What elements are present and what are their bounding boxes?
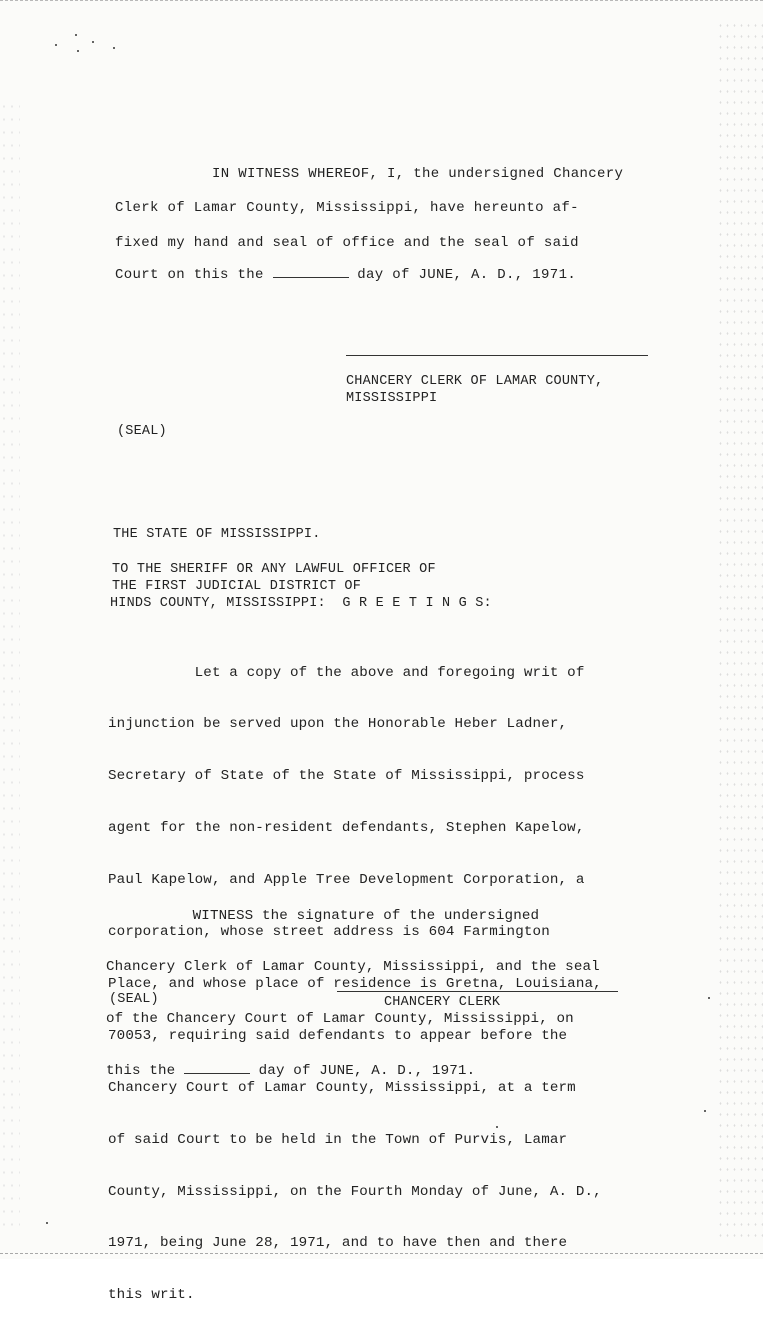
chancery-clerk-signature-line [337, 991, 618, 992]
writ-line: 1971, being June 28, 1971, and to have then and there [108, 1235, 568, 1252]
writ-line: 70053, requiring said defendants to appear before the [108, 1027, 568, 1044]
writ-line: Let a copy of the above and foregoing writ of [108, 664, 585, 681]
scan-speck [708, 997, 710, 999]
witness-line-2: Clerk of Lamar County, Mississippi, have hereunto af- [115, 200, 579, 216]
clerk-title-line-2: MISSISSIPPI [346, 391, 438, 406]
witness-paragraph-line-4-before: this the [106, 1063, 184, 1080]
address-line-2: THE FIRST JUDICIAL DISTRICT OF [112, 579, 362, 594]
scan-speck [113, 47, 115, 49]
day-blank [273, 277, 349, 278]
writ-line: Paul Kapelow, and Apple Tree Development Corporation, a [108, 872, 585, 889]
clerk-title-line-1: CHANCERY CLERK OF LAMAR COUNTY, [346, 374, 604, 389]
witness-paragraph [106, 873, 600, 1115]
witness-line-3: fixed my hand and seal of office and the seal of said [115, 235, 579, 251]
scan-speck [46, 1222, 48, 1224]
witness-line-4 [115, 267, 576, 283]
top-dashed-edge [0, 0, 763, 1]
seal-label-top: (SEAL) [117, 424, 167, 439]
writ-line: injunction be served upon the Honorable Heber Ladner, [108, 716, 568, 733]
address-line-1: TO THE SHERIFF OR ANY LAWFUL OFFICER OF [112, 562, 436, 577]
scan-speck [55, 44, 57, 46]
scan-speck [77, 50, 79, 52]
writ-line: Chancery Court of Lamar County, Mississippi, at a term [108, 1079, 576, 1096]
writ-line: County, Mississippi, on the Fourth Monday of June, A. D., [108, 1183, 602, 1200]
writ-line: of said Court to be held in the Town of Purvis, Lamar [108, 1131, 568, 1148]
witness-paragraph-line-2: Chancery Clerk of Lamar County, Mississippi, and the seal [106, 959, 600, 976]
state-heading: THE STATE OF MISSISSIPPI. [113, 527, 321, 542]
witness-line-4-after: day of JUNE, A. D., 1971. [348, 267, 577, 283]
chancery-clerk-label: CHANCERY CLERK [384, 995, 501, 1010]
writ-line: corporation, whose street address is 604 Farmington [108, 924, 550, 941]
witness-line-1: IN WITNESS WHEREOF, I, the undersigned Chancery [212, 166, 624, 182]
witness-paragraph-line-1: WITNESS the signature of the undersigned [106, 907, 540, 924]
writ-line: agent for the non-resident defendants, Stephen Kapelow, [108, 820, 585, 837]
address-line-3: HINDS COUNTY, MISSISSIPPI: G R E E T I N G S: [110, 596, 492, 611]
bottom-dashed-edge [0, 1253, 763, 1254]
writ-line: this writ. [108, 1287, 195, 1304]
witness-paragraph-line-4 [106, 1063, 600, 1080]
scan-speck [92, 41, 94, 43]
seal-label-bottom: (SEAL) [109, 992, 159, 1007]
witness-line-4-before: Court on this the [115, 267, 273, 283]
writ-line: Secretary of State of the State of Mississippi, process [108, 768, 585, 785]
scan-speck [704, 1110, 706, 1112]
witness-paragraph-line-4-after: day of JUNE, A. D., 1971. [249, 1063, 476, 1080]
witness-paragraph-line-3: of the Chancery Court of Lamar County, Mississippi, on [106, 1011, 574, 1028]
clerk-signature-line [346, 355, 648, 356]
scan-speck [75, 34, 77, 36]
left-scan-noise [0, 100, 20, 1230]
writ-line: Place, and whose place of residence is Gretna, Louisiana, [108, 975, 602, 992]
right-scan-noise [717, 20, 763, 1240]
day-blank-2 [184, 1073, 250, 1074]
